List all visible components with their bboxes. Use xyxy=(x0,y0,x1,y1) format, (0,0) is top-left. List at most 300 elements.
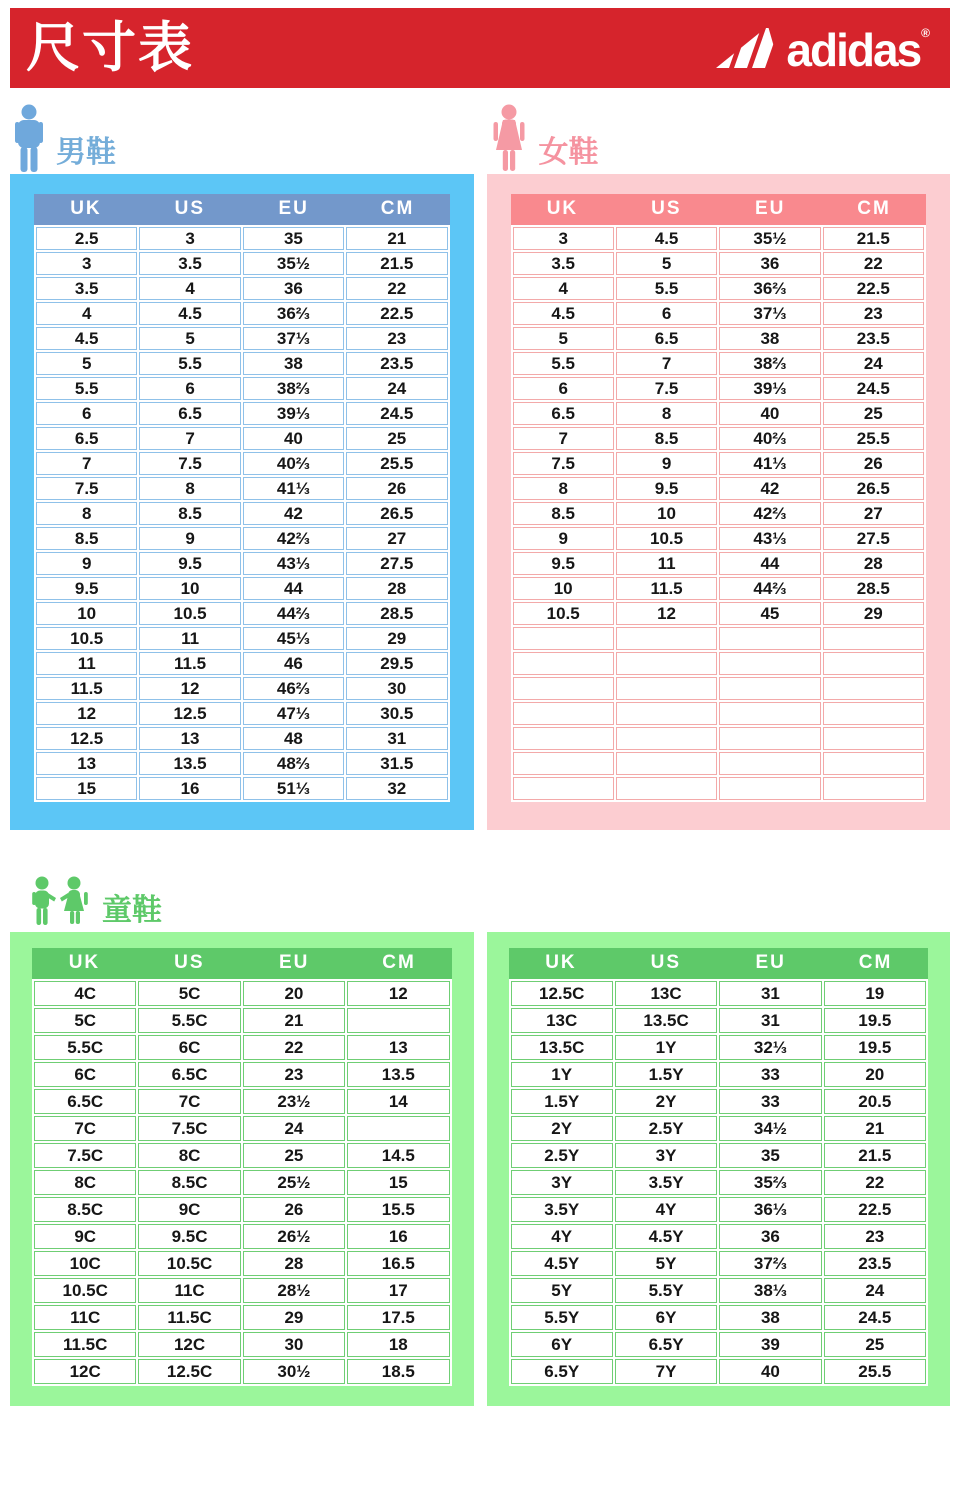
column-header: EU xyxy=(755,952,786,973)
size-row xyxy=(34,1089,450,1114)
size-row xyxy=(36,277,448,300)
size-row xyxy=(34,1224,450,1249)
size-cell: 25.5 xyxy=(824,1359,926,1384)
size-cell: 2.5 xyxy=(36,227,137,250)
size-cell: 1Y xyxy=(615,1035,717,1060)
size-cell: 8.5 xyxy=(139,502,240,525)
size-row xyxy=(34,1116,450,1141)
size-cell: 23 xyxy=(346,327,447,350)
size-cell: 11 xyxy=(139,627,240,650)
man-icon xyxy=(12,104,46,172)
column-header: US xyxy=(174,952,205,973)
size-cell: 34½ xyxy=(719,1116,821,1141)
size-cell: 20.5 xyxy=(824,1089,926,1114)
size-row xyxy=(511,1008,927,1033)
size-cell: 24.5 xyxy=(824,1305,926,1330)
size-cell xyxy=(719,777,820,800)
size-cell: 13 xyxy=(139,727,240,750)
size-cell: 44⅔ xyxy=(243,602,344,625)
header-banner xyxy=(10,8,950,88)
column-header: UK xyxy=(545,952,577,973)
size-cell: 37⅔ xyxy=(719,1251,821,1276)
size-cell: 7.5 xyxy=(513,452,614,475)
size-cell: 5.5Y xyxy=(511,1305,613,1330)
size-row xyxy=(513,777,925,800)
size-cell: 8.5C xyxy=(34,1197,136,1222)
size-cell: 25 xyxy=(824,1332,926,1357)
size-cell: 26½ xyxy=(243,1224,345,1249)
size-cell xyxy=(719,652,820,675)
size-cell: 5.5 xyxy=(513,352,614,375)
size-cell: 13.5 xyxy=(347,1062,449,1087)
size-row xyxy=(36,327,448,350)
children-icon xyxy=(28,876,92,930)
size-cell: 9.5 xyxy=(616,477,717,500)
size-cell: 43⅓ xyxy=(243,552,344,575)
size-row xyxy=(511,1170,927,1195)
size-row xyxy=(513,627,925,650)
size-cell: 1Y xyxy=(511,1062,613,1087)
size-cell: 46 xyxy=(243,652,344,675)
size-cell: 5 xyxy=(139,327,240,350)
size-cell: 17 xyxy=(347,1278,449,1303)
size-cell xyxy=(347,1116,449,1141)
size-row xyxy=(511,1035,927,1060)
size-row xyxy=(513,277,925,300)
size-cell: 35 xyxy=(719,1143,821,1168)
size-cell: 13.5 xyxy=(139,752,240,775)
size-cell: 40 xyxy=(719,402,820,425)
size-row xyxy=(36,452,448,475)
registered-trademark: ® xyxy=(921,26,930,40)
size-cell xyxy=(823,627,924,650)
size-cell: 42 xyxy=(719,477,820,500)
size-cell: 4Y xyxy=(511,1224,613,1249)
size-cell: 7.5 xyxy=(139,452,240,475)
size-row xyxy=(36,777,448,800)
size-cell: 6 xyxy=(139,377,240,400)
size-cell: 5.5Y xyxy=(615,1278,717,1303)
size-cell: 10 xyxy=(139,577,240,600)
size-row xyxy=(36,752,448,775)
size-cell: 25 xyxy=(346,427,447,450)
size-cell xyxy=(513,752,614,775)
size-cell: 12C xyxy=(138,1332,240,1357)
size-cell: 31 xyxy=(719,1008,821,1033)
size-cell: 24 xyxy=(243,1116,345,1141)
column-header: US xyxy=(651,198,682,219)
column-header: EU xyxy=(278,952,310,973)
size-row xyxy=(36,702,448,725)
size-cell: 16 xyxy=(139,777,240,800)
size-cell: 38⅓ xyxy=(719,1278,821,1303)
size-row xyxy=(34,981,450,1006)
size-cell: 6.5 xyxy=(616,327,717,350)
size-cell: 7 xyxy=(616,352,717,375)
size-row xyxy=(511,981,927,1006)
size-cell: 38⅔ xyxy=(243,377,344,400)
column-header: CM xyxy=(858,952,893,973)
size-cell: 12 xyxy=(36,702,137,725)
size-cell: 6.5 xyxy=(513,402,614,425)
kids-right-size-panel xyxy=(487,932,951,1406)
size-cell: 10.5 xyxy=(616,527,717,550)
women-size-table xyxy=(511,225,927,802)
size-cell: 28.5 xyxy=(346,602,447,625)
size-cell: 7.5 xyxy=(616,377,717,400)
size-row xyxy=(511,1251,927,1276)
size-cell: 26 xyxy=(243,1197,345,1222)
size-cell: 28 xyxy=(823,552,924,575)
size-cell: 5.5C xyxy=(34,1035,136,1060)
size-cell: 5 xyxy=(616,252,717,275)
kids-left-table-header xyxy=(32,948,452,979)
size-cell: 39⅓ xyxy=(243,402,344,425)
size-cell: 13.5C xyxy=(511,1035,613,1060)
size-cell: 10.5C xyxy=(138,1251,240,1276)
size-row xyxy=(34,1305,450,1330)
size-cell: 22.5 xyxy=(823,277,924,300)
size-cell: 38⅔ xyxy=(719,352,820,375)
size-cell: 20 xyxy=(243,981,345,1006)
size-cell: 40 xyxy=(243,427,344,450)
size-cell: 3.5 xyxy=(36,277,137,300)
size-cell xyxy=(719,677,820,700)
size-row xyxy=(511,1305,927,1330)
size-cell: 12.5 xyxy=(139,702,240,725)
size-row xyxy=(513,252,925,275)
size-cell: 21.5 xyxy=(346,252,447,275)
size-row xyxy=(511,1143,927,1168)
size-row xyxy=(513,702,925,725)
size-cell: 10 xyxy=(36,602,137,625)
size-cell: 27 xyxy=(346,527,447,550)
kids-left-section xyxy=(10,932,474,1406)
size-cell: 23.5 xyxy=(346,352,447,375)
size-row xyxy=(513,652,925,675)
column-header: US xyxy=(174,198,206,219)
size-cell: 5.5 xyxy=(139,352,240,375)
size-cell: 41⅓ xyxy=(243,477,344,500)
size-cell: 6Y xyxy=(615,1305,717,1330)
size-cell: 40⅔ xyxy=(243,452,344,475)
kids-section-header xyxy=(10,870,950,930)
size-cell: 9.5 xyxy=(513,552,614,575)
size-cell xyxy=(719,752,820,775)
size-row xyxy=(34,1143,450,1168)
size-row xyxy=(513,602,925,625)
size-cell: 35⅔ xyxy=(719,1170,821,1195)
size-cell: 8 xyxy=(139,477,240,500)
size-cell: 13.5C xyxy=(615,1008,717,1033)
size-cell xyxy=(823,752,924,775)
size-cell: 30 xyxy=(243,1332,345,1357)
size-cell: 9.5 xyxy=(36,577,137,600)
size-cell: 3.5 xyxy=(513,252,614,275)
size-cell: 36 xyxy=(719,1224,821,1249)
size-cell: 13 xyxy=(347,1035,449,1060)
size-cell xyxy=(616,777,717,800)
size-cell: 41⅓ xyxy=(719,452,820,475)
size-cell: 7 xyxy=(139,427,240,450)
size-cell: 4.5 xyxy=(616,227,717,250)
women-section-title: 女鞋 xyxy=(538,136,599,169)
column-header: EU xyxy=(278,198,309,219)
size-cell: 23 xyxy=(243,1062,345,1087)
size-cell: 12 xyxy=(347,981,449,1006)
size-cell: 10.5C xyxy=(34,1278,136,1303)
size-cell: 8 xyxy=(616,402,717,425)
size-cell: 26.5 xyxy=(346,502,447,525)
size-cell: 11 xyxy=(36,652,137,675)
size-cell xyxy=(823,727,924,750)
size-cell: 6.5Y xyxy=(615,1332,717,1357)
size-row xyxy=(34,1008,450,1033)
column-header: UK xyxy=(546,198,579,219)
size-cell: 25 xyxy=(243,1143,345,1168)
size-cell: 46⅔ xyxy=(243,677,344,700)
size-row xyxy=(36,627,448,650)
kids-left-size-table xyxy=(32,979,452,1386)
kids-left-size-panel xyxy=(10,932,474,1406)
size-cell: 18 xyxy=(347,1332,449,1357)
size-cell xyxy=(513,652,614,675)
size-cell: 19.5 xyxy=(824,1008,926,1033)
size-row xyxy=(511,1089,927,1114)
size-cell xyxy=(616,652,717,675)
size-cell: 37⅓ xyxy=(243,327,344,350)
column-header: CM xyxy=(382,952,416,973)
size-cell: 3 xyxy=(513,227,614,250)
size-cell: 23.5 xyxy=(823,327,924,350)
size-row xyxy=(34,1359,450,1384)
size-cell xyxy=(823,777,924,800)
size-cell xyxy=(513,702,614,725)
size-row xyxy=(36,577,448,600)
size-cell: 7.5C xyxy=(138,1116,240,1141)
size-cell: 3Y xyxy=(511,1170,613,1195)
size-row xyxy=(36,252,448,275)
size-cell: 6.5 xyxy=(139,402,240,425)
men-section-label xyxy=(12,100,474,172)
size-cell: 17.5 xyxy=(347,1305,449,1330)
size-cell: 5.5 xyxy=(36,377,137,400)
size-cell: 2.5Y xyxy=(511,1143,613,1168)
size-cell xyxy=(513,777,614,800)
size-cell xyxy=(616,627,717,650)
adidas-three-stripes-icon xyxy=(716,26,780,68)
size-cell: 4.5 xyxy=(36,327,137,350)
size-cell: 33 xyxy=(719,1089,821,1114)
size-cell: 5C xyxy=(138,981,240,1006)
size-row xyxy=(513,427,925,450)
size-cell: 27.5 xyxy=(346,552,447,575)
size-cell: 29 xyxy=(346,627,447,650)
size-cell: 31 xyxy=(346,727,447,750)
size-row xyxy=(513,527,925,550)
size-cell: 30.5 xyxy=(346,702,447,725)
size-cell: 24 xyxy=(346,377,447,400)
size-cell: 12 xyxy=(616,602,717,625)
size-cell: 4.5Y xyxy=(615,1224,717,1249)
size-cell: 48⅔ xyxy=(243,752,344,775)
size-cell: 11.5C xyxy=(138,1305,240,1330)
size-cell: 44⅔ xyxy=(719,577,820,600)
size-cell: 11.5C xyxy=(34,1332,136,1357)
women-table-header xyxy=(511,194,927,225)
size-row xyxy=(36,602,448,625)
size-cell: 6.5C xyxy=(138,1062,240,1087)
size-cell xyxy=(616,677,717,700)
size-cell: 38 xyxy=(243,352,344,375)
size-cell: 36⅓ xyxy=(719,1197,821,1222)
adidas-logo xyxy=(716,24,930,77)
size-cell: 9C xyxy=(34,1224,136,1249)
size-cell: 35 xyxy=(243,227,344,250)
size-cell: 1.5Y xyxy=(511,1089,613,1114)
size-row xyxy=(513,352,925,375)
size-cell xyxy=(823,652,924,675)
size-cell: 35½ xyxy=(243,252,344,275)
size-cell: 10 xyxy=(513,577,614,600)
size-cell: 18.5 xyxy=(347,1359,449,1384)
size-row xyxy=(513,402,925,425)
size-cell: 6.5 xyxy=(36,427,137,450)
size-cell: 22.5 xyxy=(824,1197,926,1222)
size-cell: 10.5 xyxy=(36,627,137,650)
size-cell: 4.5 xyxy=(139,302,240,325)
size-cell: 24.5 xyxy=(823,377,924,400)
size-cell: 30½ xyxy=(243,1359,345,1384)
size-cell: 6 xyxy=(616,302,717,325)
kids-section-label xyxy=(28,870,950,930)
size-row xyxy=(34,1170,450,1195)
men-size-table xyxy=(34,225,450,802)
size-cell: 5 xyxy=(36,352,137,375)
size-cell: 4.5Y xyxy=(511,1251,613,1276)
size-cell: 8.5 xyxy=(36,527,137,550)
size-row xyxy=(36,477,448,500)
adult-sections-row xyxy=(10,88,950,830)
size-cell: 21 xyxy=(243,1008,345,1033)
size-cell: 37⅓ xyxy=(719,302,820,325)
size-cell: 7.5 xyxy=(36,477,137,500)
size-row xyxy=(513,452,925,475)
size-cell: 39⅓ xyxy=(719,377,820,400)
column-header: UK xyxy=(70,198,102,219)
size-cell: 16.5 xyxy=(347,1251,449,1276)
size-cell: 44 xyxy=(243,577,344,600)
size-cell: 51⅓ xyxy=(243,777,344,800)
size-cell: 6 xyxy=(36,402,137,425)
size-cell xyxy=(513,677,614,700)
size-cell: 31.5 xyxy=(346,752,447,775)
men-size-panel xyxy=(10,174,474,830)
adidas-wordmark: adidas xyxy=(786,24,921,77)
size-cell: 5Y xyxy=(615,1251,717,1276)
size-cell: 3Y xyxy=(615,1143,717,1168)
size-cell: 36 xyxy=(243,277,344,300)
size-cell: 22.5 xyxy=(346,302,447,325)
kids-right-section xyxy=(487,932,951,1406)
men-section-title: 男鞋 xyxy=(56,136,116,169)
size-cell: 12 xyxy=(139,677,240,700)
size-cell: 29.5 xyxy=(346,652,447,675)
size-cell: 4.5 xyxy=(513,302,614,325)
size-cell: 5Y xyxy=(511,1278,613,1303)
size-row xyxy=(34,1332,450,1357)
size-cell: 8C xyxy=(34,1170,136,1195)
size-cell: 43⅓ xyxy=(719,527,820,550)
size-cell: 40⅔ xyxy=(719,427,820,450)
size-cell: 2Y xyxy=(615,1089,717,1114)
size-cell: 7.5C xyxy=(34,1143,136,1168)
kids-right-table-header xyxy=(509,948,929,979)
size-cell: 38 xyxy=(719,327,820,350)
size-cell: 15.5 xyxy=(347,1197,449,1222)
size-cell: 27 xyxy=(823,502,924,525)
column-header: CM xyxy=(857,198,891,219)
size-cell: 5 xyxy=(513,327,614,350)
size-cell: 22 xyxy=(346,277,447,300)
size-cell xyxy=(616,727,717,750)
size-cell: 16 xyxy=(347,1224,449,1249)
size-cell: 9.5C xyxy=(138,1224,240,1249)
size-row xyxy=(513,577,925,600)
size-cell: 36⅔ xyxy=(719,277,820,300)
size-cell: 14.5 xyxy=(347,1143,449,1168)
size-row xyxy=(511,1062,927,1087)
size-row xyxy=(36,402,448,425)
kids-right-size-table xyxy=(509,979,929,1386)
size-row xyxy=(36,677,448,700)
size-row xyxy=(36,227,448,250)
size-cell: 8 xyxy=(36,502,137,525)
size-cell: 24 xyxy=(823,352,924,375)
size-cell: 22 xyxy=(823,252,924,275)
size-row xyxy=(513,552,925,575)
size-cell: 21 xyxy=(346,227,447,250)
size-cell: 23 xyxy=(823,302,924,325)
size-cell: 3.5 xyxy=(139,252,240,275)
size-cell xyxy=(616,702,717,725)
size-cell: 2.5Y xyxy=(615,1116,717,1141)
size-row xyxy=(513,677,925,700)
size-cell xyxy=(616,752,717,775)
size-cell: 5.5C xyxy=(138,1008,240,1033)
size-cell: 21.5 xyxy=(824,1143,926,1168)
size-row xyxy=(34,1062,450,1087)
size-cell: 9C xyxy=(138,1197,240,1222)
size-row xyxy=(34,1251,450,1276)
size-cell: 15 xyxy=(347,1170,449,1195)
column-header: CM xyxy=(380,198,415,219)
size-cell: 48 xyxy=(243,727,344,750)
women-size-panel xyxy=(487,174,951,830)
size-cell: 11.5 xyxy=(616,577,717,600)
size-cell: 31 xyxy=(719,981,821,1006)
size-cell: 6.5Y xyxy=(511,1359,613,1384)
size-cell: 9 xyxy=(513,527,614,550)
size-cell: 26 xyxy=(346,477,447,500)
size-row xyxy=(513,477,925,500)
size-cell: 42⅔ xyxy=(719,502,820,525)
size-cell: 9 xyxy=(616,452,717,475)
size-row xyxy=(34,1197,450,1222)
size-cell: 25.5 xyxy=(346,452,447,475)
kids-sections-row xyxy=(10,932,950,1406)
size-cell: 45⅓ xyxy=(243,627,344,650)
